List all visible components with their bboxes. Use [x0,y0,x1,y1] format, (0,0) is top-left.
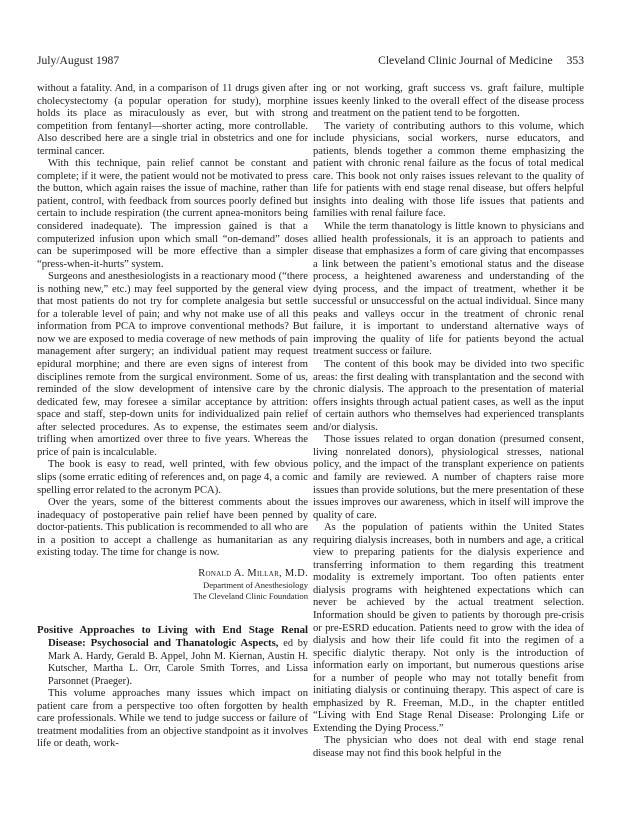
book-title: Positive Approaches to Living with End Stage Renal Disease: Psychosocial and Thanatologic Aspects, [37,623,308,650]
left-paragraph-4: The book is easy to read, well printed, with few obvious slips (some erratic editing of references and, on page 4, a comic spelling error related to the acronym PCA). [37,459,308,496]
reviewer-name: Ronald A. Millar, M.D. [198,567,308,579]
reviewer-signature [37,568,308,602]
book-review-heading [37,624,308,689]
reviewer-institution: The Cleveland Clinic Foundation [193,590,308,601]
right-paragraph-3: While the term thanatology is little known to physicians and allied health professionals, it is an approach to patients and disease that emphasizes a form of care giving that encompasses a link between the patient’s emotional status and the disease process, a heightened awareness and understanding of the dying process, and the impact of treatment, whether it be successful or unsuccessful on the actual individual. Since many peaks and valleys occur in the treatment of chronic renal failure, it is important to understand alternative ways of improving the quality of life for patients beyond the actual treatment success or failure. [313,221,584,358]
left-paragraph-6: This volume approaches many issues which impact on patient care from a perspective too often forgotten by health care professionals. While we tend to judge success or failure of treatment modalities from an objective standpoint as it involves life or death, work- [37,688,308,750]
right-paragraph-7: The physician who does not deal with end stage renal disease may not find this book helpful in the [313,735,584,759]
right-paragraph-6: As the population of patients within the United States requiring dialysis increases, both in numbers and age, a critical view to preparing patients for the dialysis experience and transferring information to them regarding this treatment modality is extremely important. Too often patients enter dialysis programs with heightened expectations which can never be achieved by the actual treatment selection. Information should be given to patients by thorough pre-crisis or pre-ESRD education. Patients need to grow with the idea of dialysis and how their life could fit into the regimen of a specific dialytic therapy. Not only is the introduction of information early on important, but numerous questions arise for a number of people who may not totally benefit from initiating dialysis or continuing therapy. This aspect of care is emphasized by R. Freeman, M.D., in the chapter entitled “Living with End Stage Renal Disease: Prolonging Life or Extending the Dying Process.” [313,522,584,734]
left-paragraph-5: Over the years, some of the bitterest comments about the inadequacy of postoperative pain relief have been penned by doctor-patients. This publication is recommended to all who are in a position to accept a challenge as humanitarian as any existing today. The time for change is now. [37,497,308,559]
running-header [37,53,584,69]
reviewer-department: Department of Anesthesiology [202,580,308,591]
left-column [37,83,308,751]
issue-date: July/August 1987 [37,54,120,67]
journal-name: Cleveland Clinic Journal of Medicine [378,54,553,67]
left-paragraph-3: Surgeons and anesthesiologists in a reactionary mood (“there is nothing new,” etc.) may feel supported by the general view that most patients do not try for complete analgesia but settle for a tolerable level of pain; and why not make use of all this information from PCA to improve conventional methods? But now we are exposed to media coverage of new methods of pain management after surgery; an individual patient may request epidural morphine; and there are even signs of interest from disciplines remote from the surgical environment. Some of us, reminded of the slow development of intensive care by the dedicated few, may foresee a similar acceptance by attrition: space and staff, step-down units for individualized pain relief after selected procedures. As to expense, the estimates seem trifling when amortized over three to five years. Whereas the price of pain is incalculable. [37,271,308,458]
page-number: 353 [566,54,584,67]
right-paragraph-4: The content of this book may be divided into two specific areas: the first dealing with transplantation and the second with chronic dialysis. The approach to the presentation of material offers insights through actual patient cases, as well as the input of certain authors who themselves had experienced transplants and/or dialysis. [313,359,584,433]
journal-header [378,53,584,69]
right-paragraph-2: The variety of contributing authors to this volume, which include physicians, social workers, nurse educators, and patients, blends together a common theme emphasizing the patient with chronic renal failure as the focus of total medical care. This book not only raises issues relevant to the quality of life for patients with end stage renal disease, but offers helpful insights into dealing with those life issues that patients and families with renal failure face. [313,120,584,220]
right-column [313,83,584,761]
left-paragraph-1: without a fatality. And, in a comparison of 11 drugs given after cholecystectomy (a popular operation for study), morphine holds its place as miraculously as ever, but with strong competition from fentanyl—shorter acting, more controllable. Also described here are a single trial in obstetrics and one for terminal cancer. [37,83,308,157]
right-paragraph-1: ing or not working, graft success vs. graft failure, multiple issues keenly linked to the overall effect of the disease process and treatment on the patient tend to be forgotten. [313,83,584,120]
left-paragraph-2: With this technique, pain relief cannot be constant and complete; if it were, the patient would not be motivated to press the button, which again raises the issue of machine, rather than patient, control, with feedback from sources poorly defined but certain to include respiration (the current apnea-monitors being considered inadequate). The impression gained is that a computerized infusion upon which small “on-demand” doses can be superimposed will be more effective than a simpler “press-when-it-hurts” system. [37,158,308,270]
right-paragraph-5: Those issues related to organ donation (presumed consent, living nonrelated donors), physiological stresses, national policy, and the impact of the transplant experience on patients and family are reviewed. A number of chapters raise more issues than provide solutions, but the mere presentation of these issues improves our awareness, which in itself will improve the quality of care. [313,434,584,521]
book-credits: ed by Mark A. Hardy, Gerald B. Appel, John M. Kiernan, Austin H. Kutscher, Martha L. Orr, Carole Smith Torres, and Lissa Parsonnet (Praeger). [48,638,308,687]
